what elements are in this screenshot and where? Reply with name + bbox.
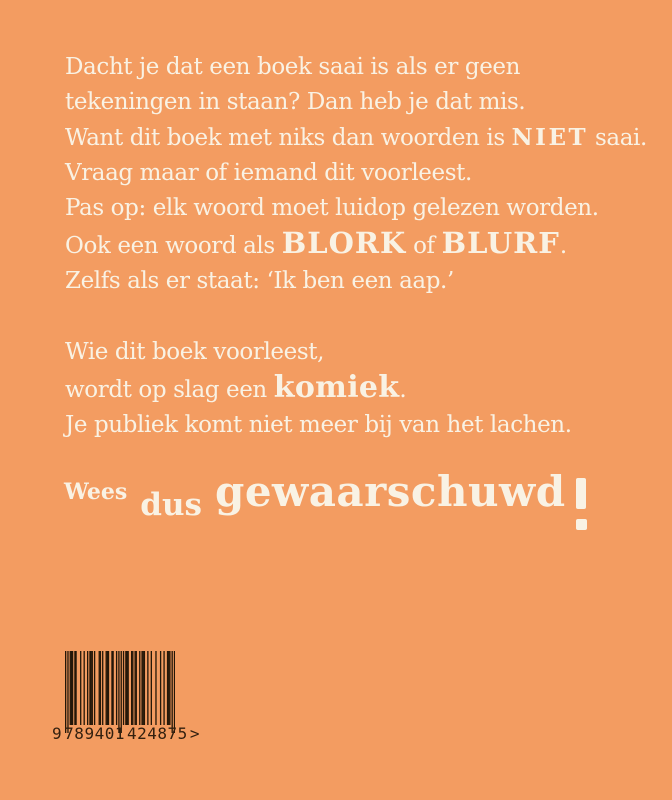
blurb-text: . bbox=[399, 377, 407, 403]
blurb-text: saai. bbox=[588, 125, 647, 151]
isbn-lead-digit: 9 bbox=[52, 724, 63, 743]
warning-word-dus: dus bbox=[140, 487, 202, 523]
isbn-group-1: 789401 bbox=[64, 724, 125, 743]
blurb-line: tekeningen in staan? Dan heb je dat mis. bbox=[65, 89, 526, 115]
blurb-line bbox=[65, 370, 572, 408]
warning-word-gewaarschuwd: gewaarschuwd bbox=[214, 467, 566, 516]
warning-word-wees: Wees bbox=[64, 479, 128, 505]
blurb-line: Zelfs als er staat: ‘Ik ben een aap.’ bbox=[65, 268, 454, 294]
isbn-number bbox=[52, 724, 200, 743]
exclamation-mark bbox=[576, 474, 588, 532]
blurb-line bbox=[65, 120, 647, 156]
blurb-line: Vraag maar of iemand dit voorleest. bbox=[65, 160, 472, 186]
blurb-text: . bbox=[559, 233, 567, 259]
blurb-line: Dacht je dat een boek saai is als er geen bbox=[65, 54, 521, 80]
blurb-text: wordt op slag een bbox=[65, 377, 274, 403]
emphasis-niet: NIET bbox=[511, 124, 589, 151]
warning-line bbox=[64, 467, 588, 531]
blurb-line: Wie dit boek voorleest, bbox=[65, 339, 324, 365]
emphasis-blurf: BLURF bbox=[441, 226, 560, 260]
blurb-line: Je publiek komt niet meer bij van het lachen. bbox=[65, 412, 572, 438]
blurb-line: Pas op: elk woord moet luidop gelezen worden. bbox=[65, 195, 599, 221]
blurb-text: of bbox=[406, 233, 442, 259]
blurb-line bbox=[65, 226, 647, 264]
blurb-paragraph-2 bbox=[65, 335, 572, 443]
blurb-text: Want dit boek met niks dan woorden is bbox=[65, 125, 512, 151]
isbn-arrow: > bbox=[189, 724, 200, 743]
barcode-bars bbox=[65, 651, 175, 733]
barcode bbox=[65, 651, 175, 733]
blurb-text: Ook een woord als bbox=[65, 233, 282, 259]
exclamation-dot bbox=[576, 519, 587, 530]
emphasis-blork: BLORK bbox=[281, 226, 407, 260]
isbn-group-2: 424875 bbox=[127, 724, 188, 743]
emphasis-komiek: komiek bbox=[273, 370, 400, 405]
blurb-paragraph-1 bbox=[65, 50, 647, 299]
exclamation-bar bbox=[576, 478, 586, 509]
